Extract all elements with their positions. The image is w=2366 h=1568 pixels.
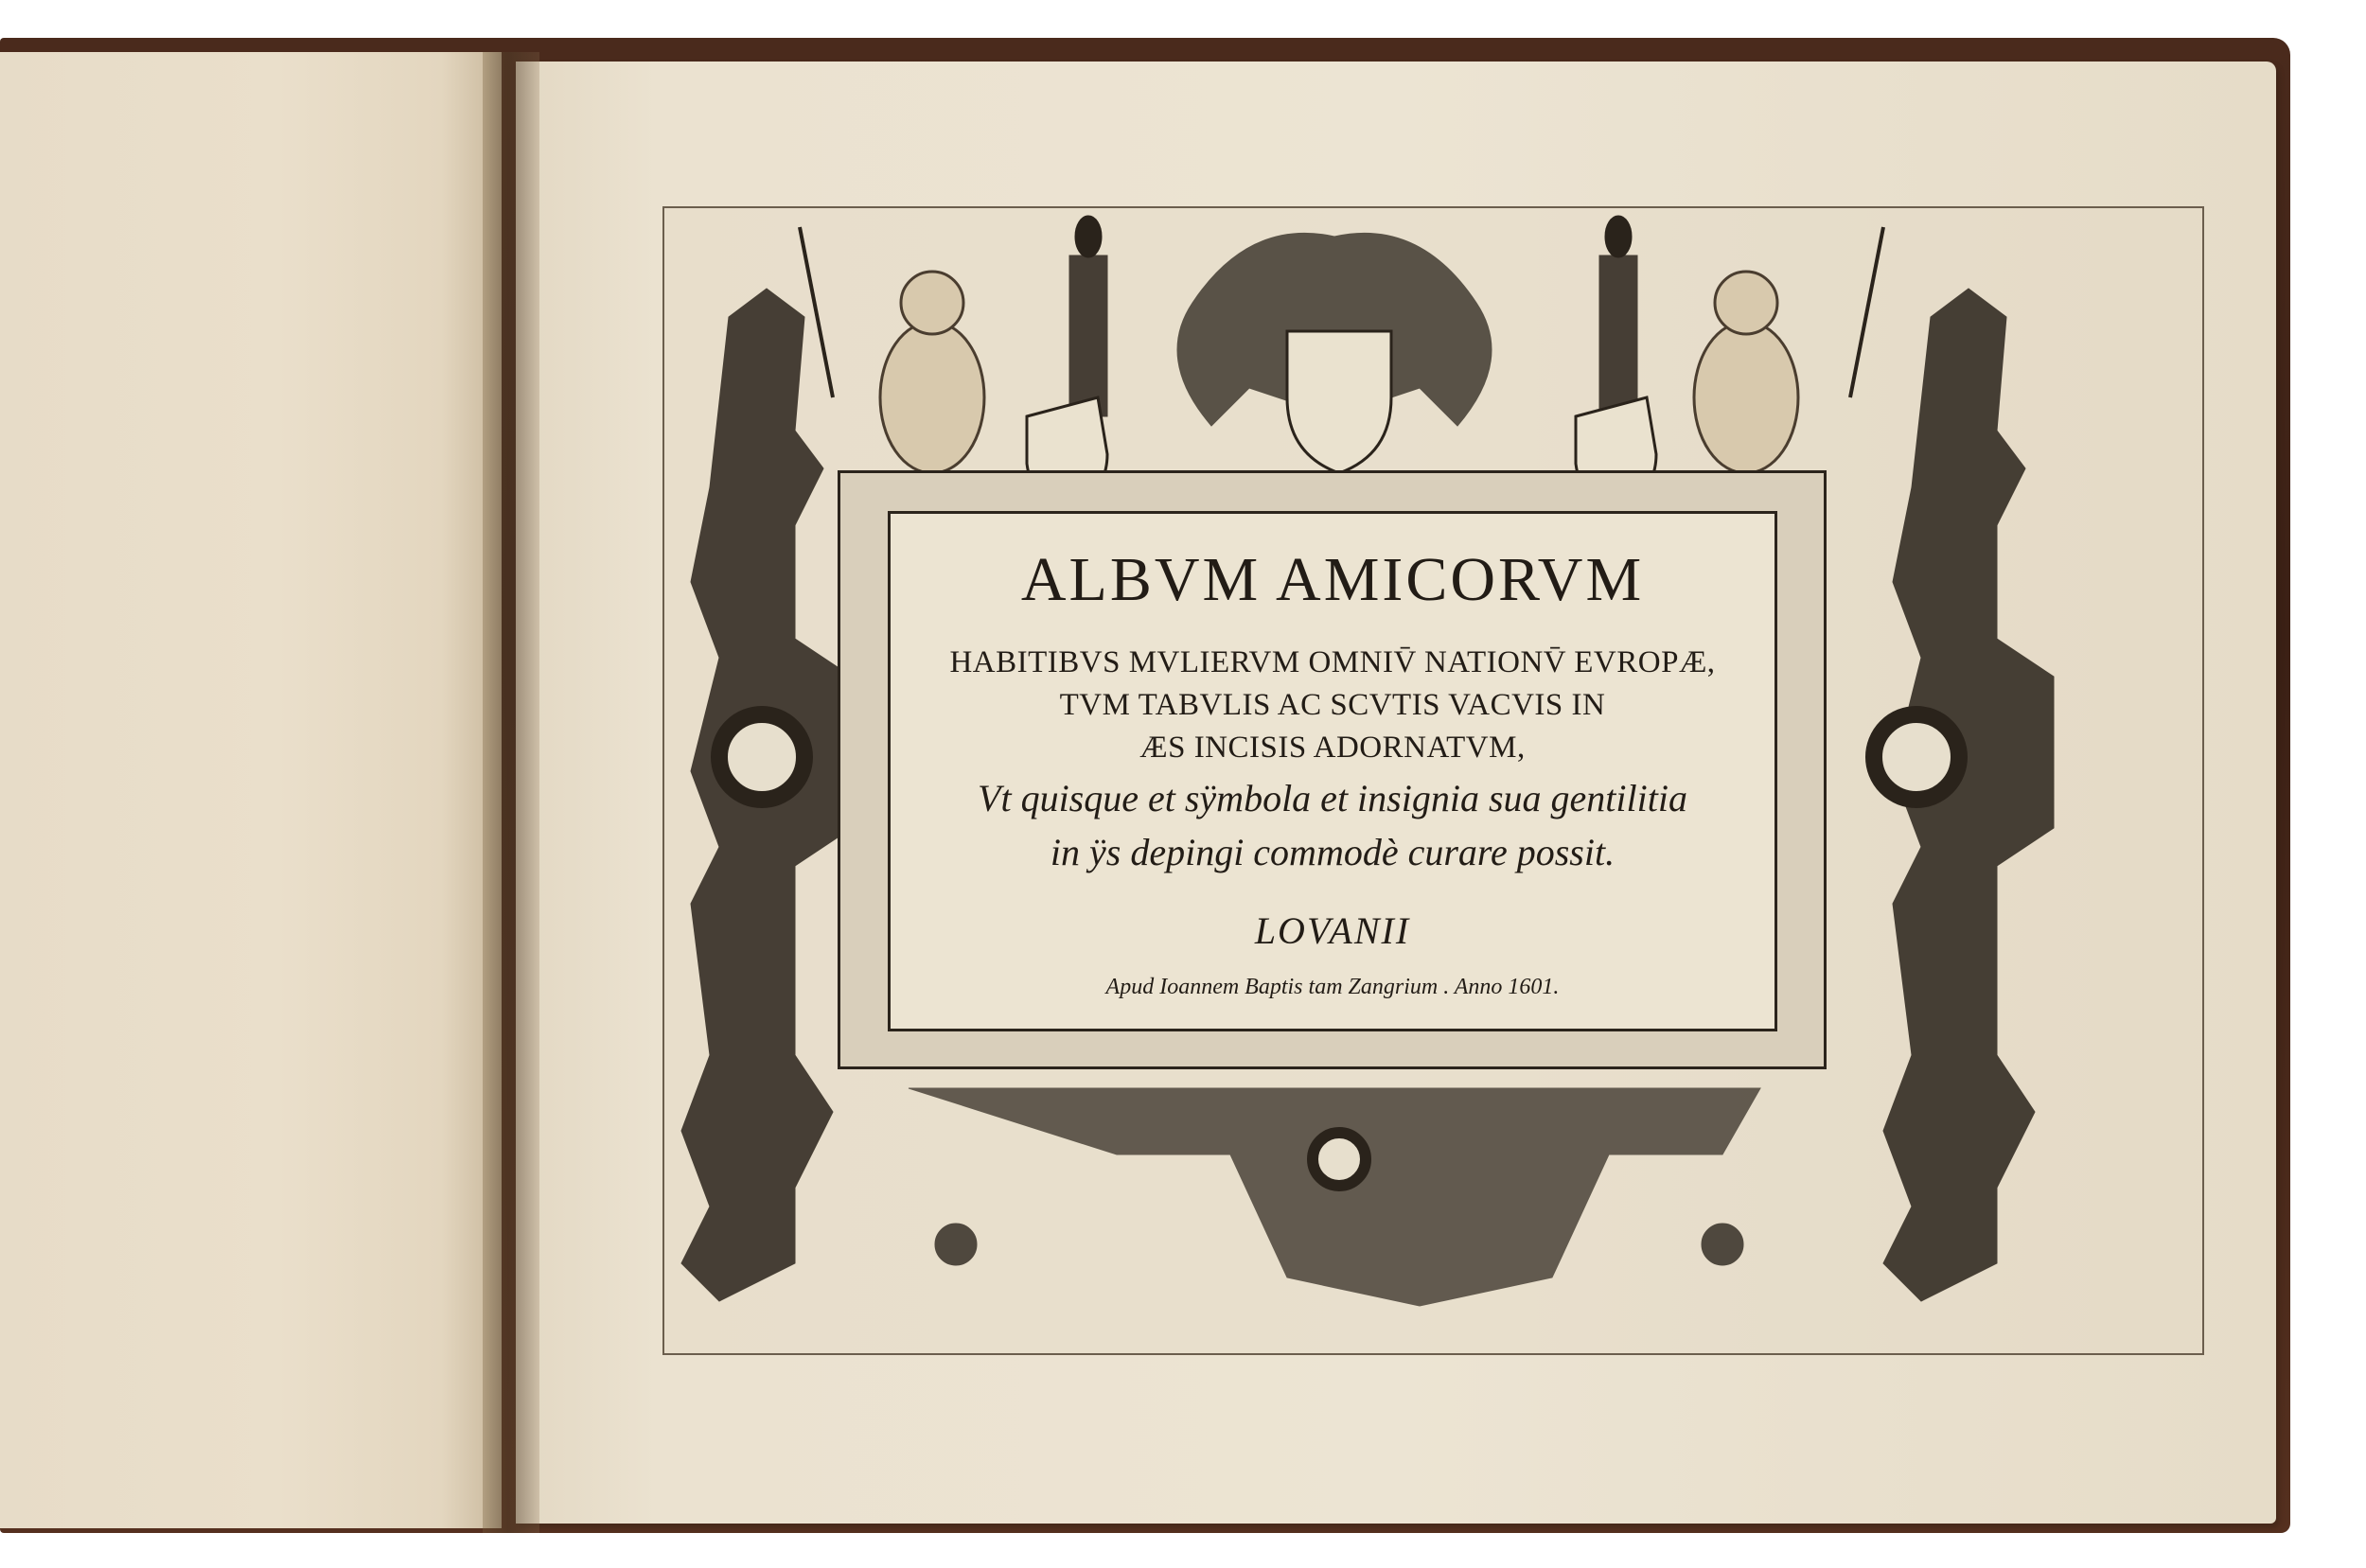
subtitle-line-1: HABITIBVS MVLIERVM OMNIV̄ NATIONV̄ EVROPÆ, — [949, 645, 1716, 679]
left-blank-page — [0, 52, 502, 1528]
book-gutter — [483, 52, 539, 1533]
italic-line-2: in ÿs depingi commodè curare possit. — [1050, 831, 1616, 873]
subtitle-line-2: TVM TABVLIS AC SCVTIS VACVIS IN — [1059, 688, 1606, 722]
subtitle-line-3: ÆS INCISIS ADORNATVM, — [1139, 731, 1526, 765]
place-of-publication: LOVANII — [1254, 909, 1411, 952]
italic-line-1: Vt quisque et sÿmbola et insignia sua gentilitia — [978, 777, 1687, 819]
imprint-line: Apud Ioannem Baptis tam Zangrium . Anno 1601. — [1105, 975, 1560, 999]
book-title: ALBVM AMICORVM — [1020, 545, 1645, 614]
